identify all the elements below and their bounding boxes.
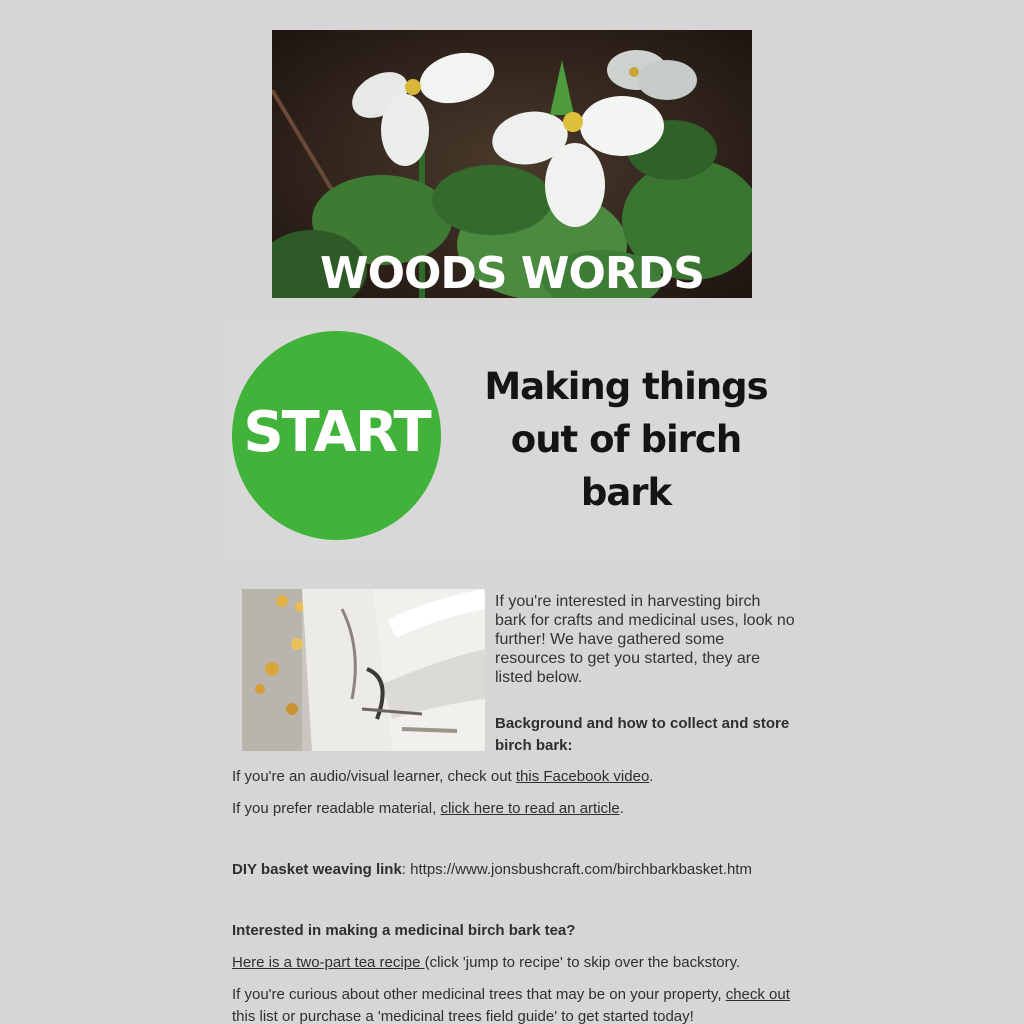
birch-bark-image	[242, 589, 485, 751]
intro-paragraph: If you're interested in harvesting birch bark for crafts and medicinal uses, look no further! We have gathered some resources to get you started, they are listed below.	[495, 593, 795, 686]
check-out-link[interactable]: check out	[725, 986, 790, 1003]
page-title-line: out of birch	[510, 418, 742, 461]
read-article-link[interactable]: click here to read an article	[440, 800, 620, 817]
medicinal-trees-prefix: If you're curious about other medicinal trees that may be on your property,	[232, 986, 726, 1003]
tea-recipe-line	[232, 952, 740, 974]
video-line-prefix: If you're an audio/visual learner, check out	[232, 768, 516, 785]
banner-title: WOODS WORDS	[320, 248, 704, 298]
start-badge	[232, 331, 441, 540]
background-heading: Background and how to collect and store birch bark:	[495, 715, 790, 754]
article-line	[232, 798, 624, 820]
basket-weaving-separator: :	[401, 861, 411, 878]
medicinal-trees-line	[232, 984, 790, 1006]
page-title-line: Making things	[484, 365, 768, 408]
basket-weaving-line	[232, 859, 752, 881]
woods-words-banner	[272, 30, 752, 298]
birch-bark-photo	[242, 589, 485, 751]
video-line-suffix: .	[649, 768, 654, 785]
article-line-prefix: If you prefer readable material,	[232, 800, 441, 817]
video-line	[232, 766, 653, 788]
article-line-suffix: .	[619, 800, 624, 817]
start-section	[222, 320, 802, 558]
page-title	[476, 360, 776, 519]
facebook-video-link[interactable]: this Facebook video	[515, 768, 650, 785]
basket-weaving-url[interactable]: https://www.jonsbushcraft.com/birchbarkbasket.htm	[410, 861, 752, 878]
tea-recipe-suffix: (click 'jump to recipe' to skip over the backstory.	[424, 954, 741, 971]
medicinal-trees-line-2: this list or purchase a 'medicinal trees field guide' to get started today!	[232, 1008, 694, 1024]
tea-recipe-link[interactable]: Here is a two-part tea recipe	[232, 954, 425, 971]
start-badge-label: START	[243, 400, 430, 465]
page-title-line: bark	[580, 471, 672, 514]
basket-weaving-label: DIY basket weaving link	[232, 861, 402, 878]
tea-heading: Interested in making a medicinal birch bark tea?	[232, 922, 576, 939]
